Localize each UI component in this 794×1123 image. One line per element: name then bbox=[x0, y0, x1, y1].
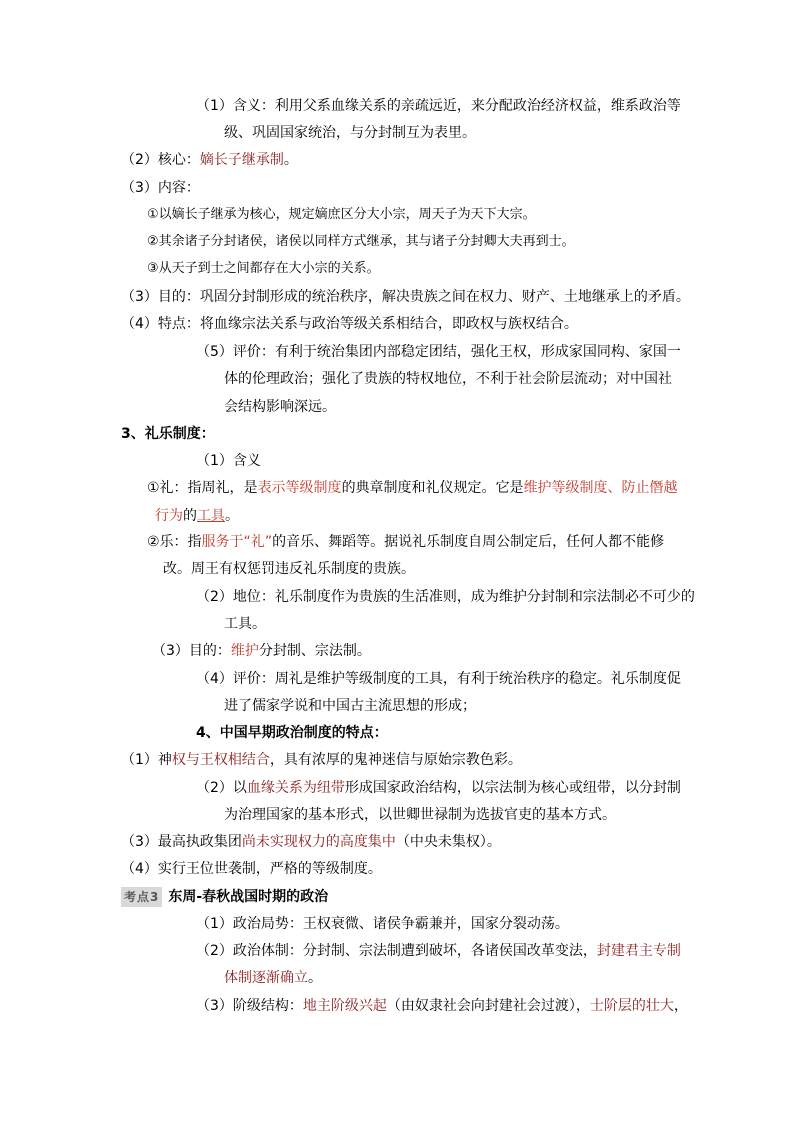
text: ②乐：指 bbox=[147, 534, 202, 550]
text-line bbox=[196, 941, 681, 961]
text: 工具。 bbox=[224, 616, 266, 632]
text: （2）以 bbox=[196, 780, 247, 796]
text: （1）神 bbox=[121, 752, 172, 768]
text-line bbox=[196, 669, 681, 689]
text: 。 bbox=[225, 508, 239, 524]
highlight-text: 尚未实现权力的高度集中 bbox=[241, 834, 396, 850]
text-line bbox=[224, 805, 616, 825]
text-line bbox=[196, 587, 695, 607]
text: （1）含义 bbox=[196, 453, 261, 469]
text: （3）最高执政集团 bbox=[121, 834, 242, 850]
text-line bbox=[224, 968, 322, 988]
highlight-text: 士阶层的壮大 bbox=[589, 998, 674, 1014]
text-line bbox=[163, 559, 415, 579]
highlight-text: 封建君主专制 bbox=[596, 943, 681, 959]
highlight-text: 血缘关系为纽带 bbox=[246, 780, 345, 796]
text: 。 bbox=[308, 970, 322, 986]
text-line bbox=[147, 205, 536, 225]
section-heading bbox=[121, 887, 328, 907]
text: 体的伦理政治；强化了贵族的特权地位，不利于社会阶层流动；对中国社 bbox=[224, 371, 672, 387]
text-line bbox=[147, 259, 380, 279]
text-line bbox=[147, 478, 678, 498]
highlight-text: 工具 bbox=[197, 508, 225, 524]
highlight-text: 维护等级制度、防止僭越 bbox=[523, 480, 678, 496]
text: （3）目的：巩固分封制形成的统治秩序，解决贵族之间在权力、财产、土地继承上的矛盾。 bbox=[121, 289, 690, 305]
text-line bbox=[196, 914, 569, 934]
text: 分封制、宗法制。 bbox=[258, 643, 371, 659]
exam-point-badge: 考点3 bbox=[121, 887, 162, 907]
heading-text: 东周-春秋战国时期的政治 bbox=[168, 889, 329, 905]
text: ①礼：指周礼，是 bbox=[147, 480, 258, 496]
highlight-text: 嫡长子继承制 bbox=[199, 152, 284, 168]
text: ②其余诸子分封诸侯，诸侯以同样方式继承，其与诸子分封卿大夫再到士。 bbox=[147, 234, 575, 249]
highlight-text: 表示等级制度 bbox=[257, 480, 342, 496]
text-line bbox=[224, 123, 476, 143]
text-line bbox=[155, 506, 239, 526]
text: 的音乐、舞蹈等。据说礼乐制度自周公制定后，任何人都不能修 bbox=[272, 534, 665, 550]
section-heading bbox=[121, 424, 215, 444]
text: ， bbox=[673, 998, 688, 1014]
text-line bbox=[121, 750, 522, 770]
text-line bbox=[121, 859, 382, 879]
text-line bbox=[224, 614, 266, 634]
text-line bbox=[196, 996, 688, 1016]
text-line bbox=[121, 150, 298, 170]
text-line bbox=[196, 778, 681, 798]
highlight-text: 体制逐渐确立 bbox=[224, 970, 308, 986]
text-line bbox=[196, 451, 261, 471]
text: 进了儒家学说和中国古主流思想的形成； bbox=[224, 698, 476, 714]
text: （2）地位：礼乐制度作为贵族的生活准则，成为维护分封制和宗法制必不可少的 bbox=[196, 589, 695, 605]
text: ，具有浓厚的鬼神迷信与原始宗教色彩。 bbox=[269, 752, 522, 768]
text: （由奴隶社会向封建社会过渡）， bbox=[386, 998, 590, 1014]
text: （1）含义：利用父系血缘关系的亲疏远近，来分配政治经济权益，维系政治等 bbox=[196, 98, 681, 114]
text: 会结构影响深远。 bbox=[224, 399, 336, 415]
text: （4）评价：周礼是维护等级制度的工具，有利于统治秩序的稳定。礼乐制度促 bbox=[196, 671, 681, 687]
text-line bbox=[196, 342, 681, 362]
text: 形成国家政治结构，以宗法制为核心或纽带，以分封制 bbox=[344, 780, 681, 796]
text-line bbox=[121, 314, 578, 334]
text: （3）目的： bbox=[152, 643, 231, 659]
text: （2）政治体制：分封制、宗法制遭到破坏，各诸侯国改革变法， bbox=[196, 943, 597, 959]
text: （中央未集权）。 bbox=[395, 834, 501, 850]
text-line bbox=[147, 532, 664, 552]
highlight-text: 地主阶级兴起 bbox=[302, 998, 387, 1014]
text: 级、巩固国家统治，与分封制互为表里。 bbox=[224, 125, 476, 141]
text-line bbox=[224, 397, 336, 417]
text-line bbox=[121, 832, 501, 852]
text: 。 bbox=[283, 152, 298, 168]
text: （2）核心： bbox=[121, 152, 200, 168]
highlight-text: 行为 bbox=[155, 508, 183, 524]
text-line bbox=[121, 178, 200, 198]
text-line bbox=[121, 287, 690, 307]
text: （3）内容： bbox=[121, 180, 200, 196]
highlight-text: 权与王权相结合 bbox=[171, 752, 270, 768]
text: （4）特点：将血缘宗法关系与政治等级关系相结合，即政权与族权结合。 bbox=[121, 316, 578, 332]
text: 的 bbox=[183, 508, 197, 524]
text: ①以嫡长子继承为核心，规定嫡庶区分大小宗，周天子为天下大宗。 bbox=[147, 207, 536, 222]
highlight-text: 服务于“礼” bbox=[201, 534, 273, 550]
text: （1）政治局势：王权衰微、诸侯争霸兼并，国家分裂动荡。 bbox=[196, 916, 569, 932]
heading-text: 3、礼乐制度： bbox=[121, 426, 215, 442]
section-heading bbox=[196, 723, 388, 743]
text-line bbox=[224, 369, 672, 389]
text: （3）阶级结构： bbox=[196, 998, 303, 1014]
text-line bbox=[196, 96, 681, 116]
text: 改。周王有权惩罚违反礼乐制度的贵族。 bbox=[163, 561, 415, 577]
text: 的典章制度和礼仪规定。它是 bbox=[341, 480, 524, 496]
text: （5）评价：有利于统治集团内部稳定团结，强化王权，形成家国同构、家国一 bbox=[196, 344, 681, 360]
text-line bbox=[152, 641, 371, 661]
text-line bbox=[147, 232, 575, 252]
highlight-text: 维护 bbox=[230, 643, 259, 659]
text-line bbox=[224, 696, 476, 716]
text: ③从天子到士之间都存在大小宗的关系。 bbox=[147, 261, 380, 276]
heading-text: 4、中国早期政治制度的特点： bbox=[196, 725, 388, 741]
text: （4）实行王位世袭制，严格的等级制度。 bbox=[121, 861, 382, 877]
text: 为治理国家的基本形式，以世卿世禄制为选拔官吏的基本方式。 bbox=[224, 807, 616, 823]
